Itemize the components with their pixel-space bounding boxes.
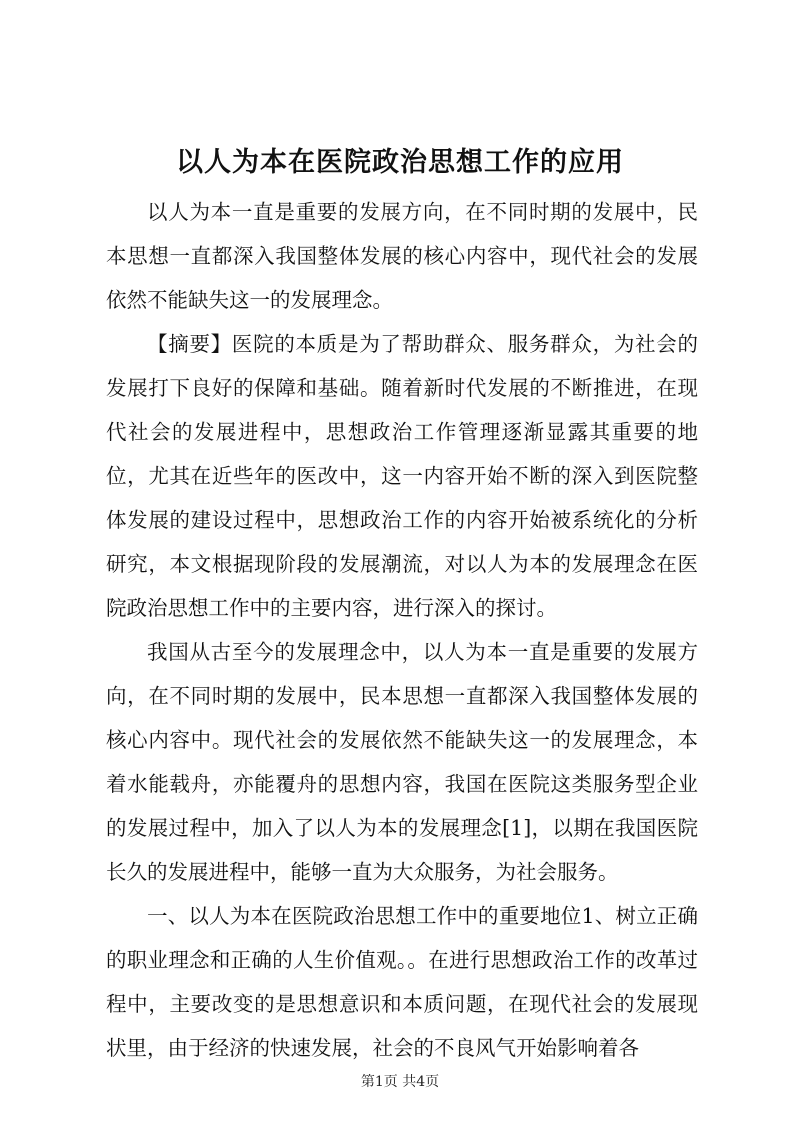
paragraph-intro: 以人为本一直是重要的发展方向，在不同时期的发展中，民本思想一直都深入我国整体发展的核心内容中，现代社会的发展依然不能缺失这一的发展理念。 [106,200,698,312]
document-title: 以人为本在医院政治思想工作的应用 [176,147,624,178]
paragraph-abstract: 【摘要】医院的本质是为了帮助群众、服务群众，为社会的发展打下良好的保障和基础。随着新时代发展的不断推进，在现代社会的发展进程中，思想政治工作管理逐渐显露其重要的地位，尤其在近些年的医改中，这一内容开始不断的深入到医院整体发展的建设过程中，思想政治工作的内容开始被系统化的分析研究，本文根据现阶段的发展潮流，对以人为本的发展理念在医院政治思想工作中的主要内容，进行深入的探讨。 [106,332,698,620]
document-body [106,190,698,1070]
paragraph-section-one: 一、以人为本在医院政治思想工作中的重要地位1、树立正确的职业理念和正确的人生价值观。。在进行思想政治工作的改革过程中，主要改变的是思想意识和本质问题，在现代社会的发展现状里，由于经济的快速发展，社会的不良风气开始影响着各 [106,904,698,1060]
page-footer: 第1页 共4页 [360,1074,440,1090]
paragraph-background: 我国从古至今的发展理念中，以人为本一直是重要的发展方向，在不同时期的发展中，民本思想一直都深入我国整体发展的核心内容中。现代社会的发展依然不能缺失这一的发展理念，本着水能载舟，亦能覆舟的思想内容，我国在医院这类服务型企业的发展过程中，加入了以人为本的发展理念[1]，以期在我国医院长久的发展进程中，能够一直为大众服务，为社会服务。 [106,640,698,884]
